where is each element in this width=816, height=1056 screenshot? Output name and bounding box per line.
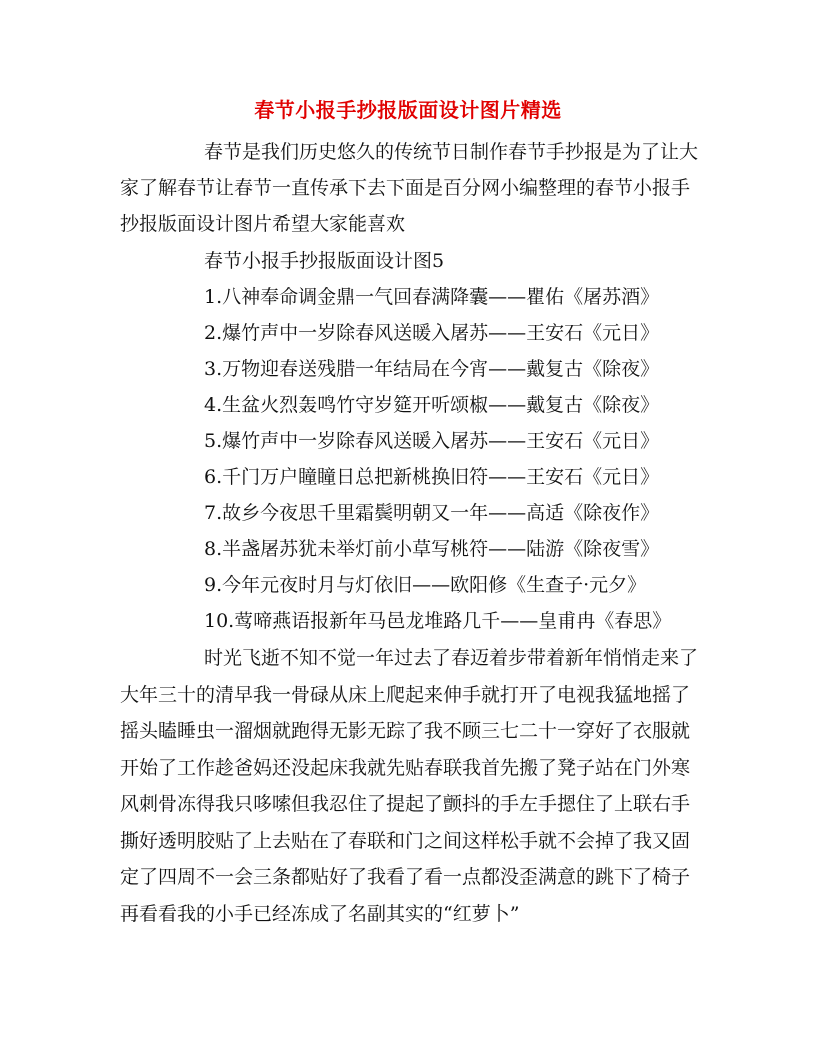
story-line-5: 风刺骨冻得我只哆嗦但我忍住了提起了颤抖的手左手摁住了上联右手 <box>120 793 691 815</box>
story-line-3: 摇头瞌睡虫一溜烟就跑得无影无踪了我不顾三七二十一穿好了衣服就 <box>120 720 691 742</box>
story-line-6: 撕好透明胶贴了上去贴在了春联和门之间这样松手就不会掉了我又固 <box>120 830 691 852</box>
intro-line-1: 春节是我们历史悠久的传统节日制作春节手抄报是为了让大 <box>204 141 699 163</box>
story-line-2: 大年三十的清早我一骨碌从床上爬起来伸手就打开了电视我猛地摇了 <box>120 684 691 706</box>
poem-item-2: 2.爆竹声中一岁除春风送暖入屠苏——王安石《元日》 <box>204 322 660 344</box>
poem-item-5: 5.爆竹声中一岁除春风送暖入屠苏——王安石《元日》 <box>204 430 660 452</box>
poem-item-6: 6.千门万户瞳瞳日总把新桃换旧符——王安石《元日》 <box>204 466 660 488</box>
story-line-1: 时光飞逝不知不觉一年过去了春迈着步带着新年悄悄走来了 <box>204 647 699 669</box>
intro-line-2: 家了解春节让春节一直传承下去下面是百分网小编整理的春节小报手 <box>120 177 691 199</box>
poem-item-9: 9.今年元夜时月与灯依旧——欧阳修《生查子·元夕》 <box>204 574 647 596</box>
story-line-8: 再看看我的小手已经冻成了名副其实的“红萝卜” <box>120 903 520 925</box>
poem-item-8: 8.半盏屠苏犹未举灯前小草写桃符——陆游《除夜雪》 <box>204 538 660 560</box>
poem-item-7: 7.故乡今夜思千里霜鬓明朝又一年——高适《除夜作》 <box>204 502 660 524</box>
poem-item-1: 1.八神奉命调金鼎一气回春满降囊——瞿佑《屠苏酒》 <box>204 286 660 308</box>
section-label: 春节小报手抄报版面设计图5 <box>204 250 445 272</box>
poem-item-4: 4.生盆火烈轰鸣竹守岁筵开听颂椒——戴复古《除夜》 <box>204 394 660 416</box>
story-line-7: 定了四周不一会三条都贴好了我看了看一点都没歪满意的跳下了椅子 <box>120 866 691 888</box>
intro-line-3: 抄报版面设计图片希望大家能喜欢 <box>120 213 406 235</box>
poem-item-10: 10.莺啼燕语报新年马邑龙堆路几千——皇甫冉《春思》 <box>204 610 672 632</box>
story-line-4: 开始了工作趁爸妈还没起床我就先贴春联我首先搬了凳子站在门外寒 <box>120 757 691 779</box>
page-title: 春节小报手抄报版面设计图片精选 <box>254 98 562 122</box>
poem-item-3: 3.万物迎春送残腊一年结局在今宵——戴复古《除夜》 <box>204 358 660 380</box>
